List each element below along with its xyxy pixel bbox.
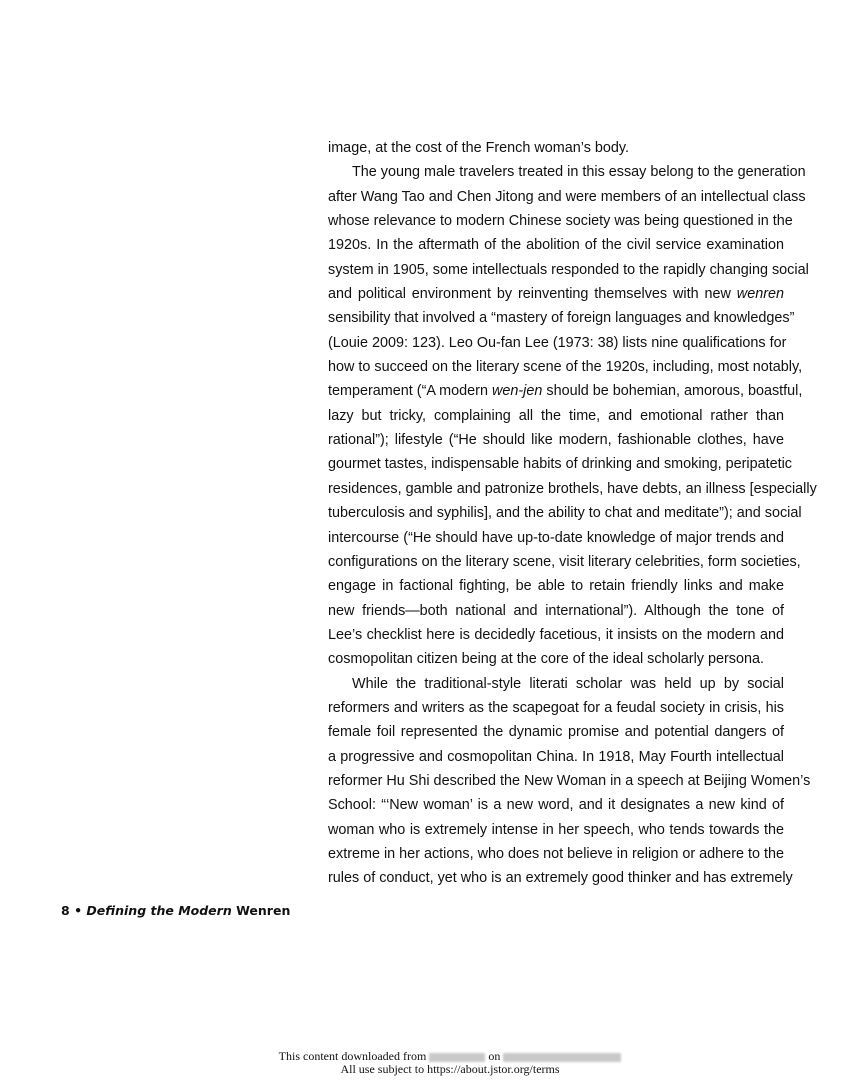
text-line bbox=[328, 136, 784, 160]
text-line bbox=[328, 574, 784, 598]
download-prefix: This content downloaded from bbox=[278, 1049, 427, 1063]
text-segment: how to succeed on the literary scene of the 1920s, including, most notably, bbox=[328, 359, 803, 376]
text-segment: tuberculosis and syphilis], and the ability to chat and meditate”); and social bbox=[328, 505, 802, 522]
text-line bbox=[328, 550, 801, 574]
text-segment: 1920s. In the aftermath of the abolition of the civil service examination bbox=[328, 237, 784, 254]
download-on: on bbox=[488, 1049, 501, 1063]
text-segment: after Wang Tao and Chen Jitong and were members of an intellectual class bbox=[328, 188, 806, 205]
page-number: 8 bbox=[61, 903, 70, 918]
text-line bbox=[328, 720, 784, 744]
text-segment: rational”); lifestyle (“He should like modern, fashionable clothes, have bbox=[328, 432, 784, 449]
text-segment: should be bohemian, amorous, boastful, bbox=[542, 383, 803, 400]
text-line bbox=[328, 282, 784, 306]
text-line bbox=[328, 428, 784, 452]
text-line bbox=[328, 477, 817, 501]
text-line bbox=[328, 818, 784, 842]
text-line bbox=[328, 793, 784, 817]
running-title-italic: Defining the Modern bbox=[86, 903, 232, 918]
terms-text: All use subject to https://about.jstor.org/terms bbox=[340, 1062, 560, 1076]
running-title-roman: Wenren bbox=[236, 903, 291, 918]
text-segment: female foil represented the dynamic promise and potential dangers of bbox=[328, 724, 784, 741]
text-line bbox=[328, 769, 811, 793]
text-line bbox=[328, 185, 806, 209]
text-line bbox=[328, 258, 809, 282]
text-segment: While the traditional-style literati scholar was held up by social bbox=[352, 675, 784, 692]
text-line bbox=[328, 452, 792, 476]
text-segment: gourmet tastes, indispensable habits of drinking and smoking, peripatetic bbox=[328, 456, 792, 473]
text-segment: whose relevance to modern Chinese society was being questioned in the bbox=[328, 213, 793, 230]
redacted-ip bbox=[429, 1053, 485, 1062]
text-line bbox=[328, 842, 784, 866]
italic-term: wen-jen bbox=[491, 383, 543, 400]
text-segment: intercourse (“He should have up-to-date knowledge of major trends and bbox=[328, 529, 784, 546]
text-segment: residences, gamble and patronize brothels, have debts, an illness [especially bbox=[328, 480, 817, 497]
text-segment: engage in factional fighting, be able to retain friendly links and make bbox=[328, 578, 784, 595]
text-segment: (Louie 2009: 123). Leo Ou-fan Lee (1973: 38) lists nine qualifications for bbox=[328, 334, 787, 351]
text-line bbox=[328, 404, 784, 428]
bullet: • bbox=[74, 903, 83, 918]
text-segment: sensibility that involved a “mastery of foreign languages and knowledges” bbox=[328, 310, 795, 327]
text-line bbox=[328, 233, 784, 257]
text-segment: lazy but tricky, complaining all the time, and emotional rather than bbox=[328, 407, 784, 424]
italic-term: wenren bbox=[736, 286, 784, 303]
text-line bbox=[328, 355, 803, 379]
text-line bbox=[328, 331, 787, 355]
text-segment: new friends—both national and international”). Although the tone of bbox=[328, 602, 784, 619]
text-line bbox=[328, 306, 795, 330]
text-segment: and political environment by reinventing themselves with new bbox=[328, 286, 737, 303]
text-line bbox=[328, 209, 793, 233]
text-segment: Lee’s checklist here is decidedly facetious, it insists on the modern and bbox=[328, 626, 784, 643]
text-segment: a progressive and cosmopolitan China. In 1918, May Fourth intellectual bbox=[328, 748, 784, 765]
body-text bbox=[328, 136, 817, 891]
text-segment: reformers and writers as the scapegoat for a feudal society in crisis, his bbox=[328, 699, 784, 716]
redacted-date bbox=[503, 1053, 621, 1062]
text-line bbox=[328, 866, 793, 890]
text-line bbox=[328, 623, 784, 647]
text-segment: rules of conduct, yet who is an extremely good thinker and has extremely bbox=[328, 870, 793, 887]
text-segment: woman who is extremely intense in her speech, who tends towards the bbox=[328, 821, 784, 838]
text-line bbox=[328, 672, 784, 696]
text-segment: The young male travelers treated in this essay belong to the generation bbox=[352, 164, 806, 181]
text-segment: extreme in her actions, who does not believe in religion or adhere to the bbox=[328, 845, 784, 862]
text-segment: temperament (“A modern bbox=[328, 383, 492, 400]
text-segment: configurations on the literary scene, visit literary celebrities, form societies, bbox=[328, 553, 801, 570]
text-line bbox=[328, 599, 784, 623]
text-segment: image, at the cost of the French woman’s body. bbox=[328, 140, 630, 156]
text-line bbox=[328, 696, 784, 720]
text-segment: cosmopolitan citizen being at the core of the ideal scholarly persona. bbox=[328, 651, 764, 668]
text-segment: School: “‘New woman’ is a new word, and it designates a new kind of bbox=[328, 797, 784, 814]
text-segment: system in 1905, some intellectuals responded to the rapidly changing social bbox=[328, 261, 809, 278]
text-line bbox=[328, 501, 802, 525]
jstor-terms-notice bbox=[0, 1063, 860, 1076]
text-line bbox=[328, 647, 784, 671]
text-segment: reformer Hu Shi described the New Woman in a speech at Beijing Women’s bbox=[328, 772, 811, 789]
text-line bbox=[328, 160, 806, 184]
text-line bbox=[328, 379, 803, 403]
text-line bbox=[328, 745, 784, 769]
text-line bbox=[328, 526, 784, 550]
running-footer bbox=[61, 903, 290, 918]
